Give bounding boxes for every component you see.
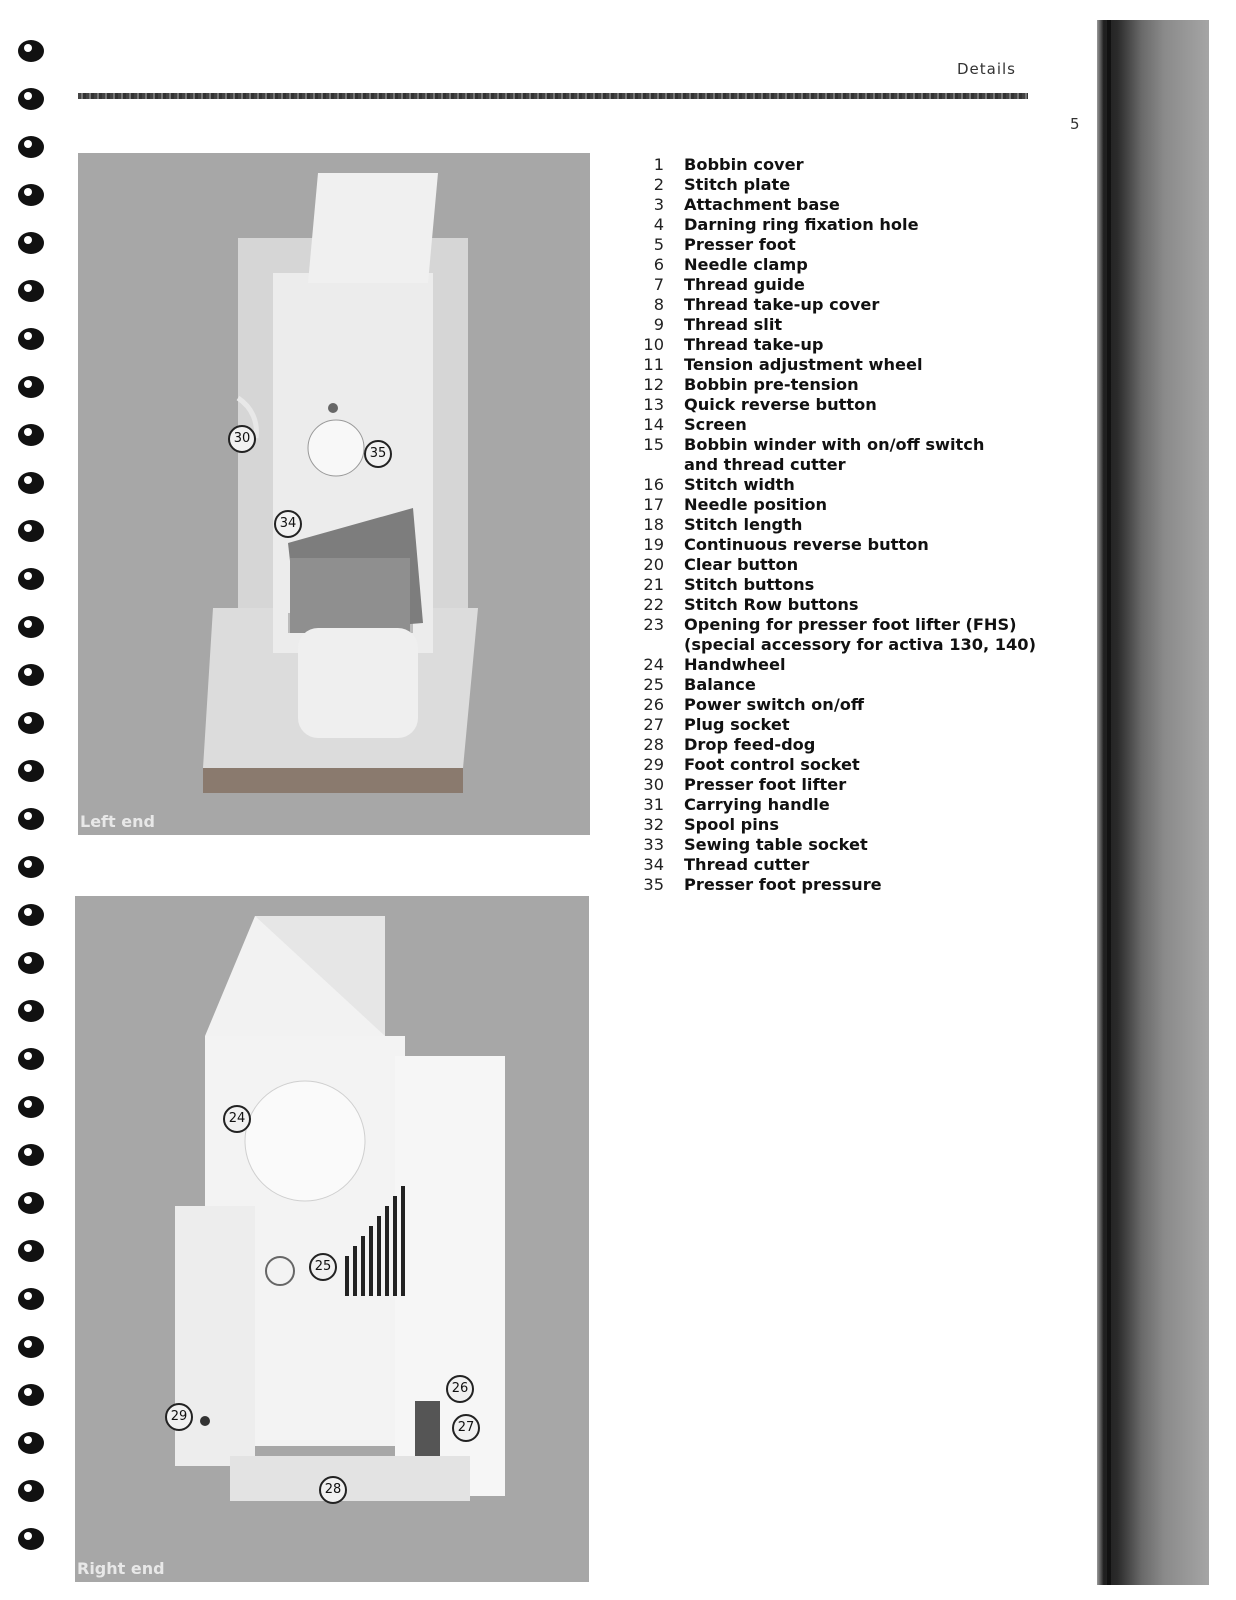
binding-hole (18, 232, 44, 254)
part-row (640, 615, 1070, 655)
callout-35: 35 (364, 440, 392, 468)
part-number: 24 (643, 655, 664, 674)
part-number: 14 (643, 415, 664, 434)
part-row (640, 375, 1070, 395)
part-row (640, 595, 1070, 615)
part-label: Opening for presser foot lifter (FHS) (special accessory for activa 130, 140) (684, 615, 1036, 654)
part-row (640, 875, 1070, 895)
part-row (640, 855, 1070, 875)
callout-34: 34 (274, 510, 302, 538)
part-number: 9 (653, 315, 664, 334)
part-number: 25 (643, 675, 664, 694)
binding-hole (18, 616, 44, 638)
part-row (640, 155, 1070, 175)
binding-hole (18, 664, 44, 686)
part-row (640, 575, 1070, 595)
part-label: Bobbin pre-tension (684, 375, 859, 394)
part-number: 32 (643, 815, 664, 834)
part-row (640, 695, 1070, 715)
part-number: 35 (643, 875, 664, 894)
part-label: Thread guide (684, 275, 805, 294)
part-number: 30 (643, 775, 664, 794)
part-row (640, 815, 1070, 835)
part-number: 5 (653, 235, 664, 254)
photo-caption-right-end: Right end (77, 1559, 165, 1578)
part-label: Needle position (684, 495, 828, 514)
part-row (640, 495, 1070, 515)
binding-hole (18, 376, 44, 398)
part-row (640, 775, 1070, 795)
binding-hole (18, 1240, 44, 1262)
part-row (640, 755, 1070, 775)
part-number: 31 (643, 795, 664, 814)
part-row (640, 275, 1070, 295)
binding-hole (18, 952, 44, 974)
part-label: Thread take-up (684, 335, 824, 354)
binding-hole (18, 904, 44, 926)
binding-hole (18, 1096, 44, 1118)
part-label: Bobbin cover (684, 155, 804, 174)
part-label: Quick reverse button (684, 395, 877, 414)
part-row (640, 835, 1070, 855)
part-number: 12 (643, 375, 664, 394)
part-row (640, 355, 1070, 375)
part-label: Stitch buttons (684, 575, 815, 594)
part-label: Spool pins (684, 815, 779, 834)
part-number: 23 (643, 615, 664, 634)
part-label: Attachment base (684, 195, 840, 214)
page-edge-line (1107, 20, 1111, 1585)
part-label: Darning ring fixation hole (684, 215, 919, 234)
part-label: Drop feed-dog (684, 735, 816, 754)
part-label: Plug socket (684, 715, 790, 734)
binding-hole (18, 280, 44, 302)
binding-hole (18, 424, 44, 446)
part-label: Presser foot lifter (684, 775, 847, 794)
binding-hole (18, 1144, 44, 1166)
part-number: 17 (643, 495, 664, 514)
binding-hole (18, 1336, 44, 1358)
part-number: 1 (653, 155, 664, 174)
binding-hole (18, 328, 44, 350)
binding-hole (18, 520, 44, 542)
part-label: Thread slit (684, 315, 783, 334)
header-rule (78, 93, 1028, 99)
binding-hole (18, 184, 44, 206)
part-label: Balance (684, 675, 756, 694)
photo-left-end (78, 153, 590, 835)
part-number: 27 (643, 715, 664, 734)
callout-30: 30 (228, 425, 256, 453)
page-header-title: Details (956, 60, 1016, 78)
part-label: Stitch plate (684, 175, 791, 194)
part-label: Stitch Row buttons (684, 595, 859, 614)
page-edge-shadow (1097, 20, 1209, 1585)
part-label: Thread cutter (684, 855, 810, 874)
binding-holes (18, 40, 48, 1580)
part-row (640, 235, 1070, 255)
part-number: 21 (643, 575, 664, 594)
binding-hole (18, 568, 44, 590)
binding-hole (18, 712, 44, 734)
part-row (640, 515, 1070, 535)
part-number: 7 (653, 275, 664, 294)
part-number: 33 (643, 835, 664, 854)
part-number: 29 (643, 755, 664, 774)
binding-hole (18, 1480, 44, 1502)
part-label: Stitch length (684, 515, 803, 534)
part-row (640, 255, 1070, 275)
binding-hole (18, 1528, 44, 1550)
binding-hole (18, 1432, 44, 1454)
part-label: Bobbin winder with on/off switch and thread cutter (684, 435, 985, 474)
part-row (640, 315, 1070, 335)
callout-28: 28 (319, 1476, 347, 1504)
part-row (640, 655, 1070, 675)
binding-hole (18, 1288, 44, 1310)
part-number: 11 (643, 355, 664, 374)
part-row (640, 415, 1070, 435)
part-label: Presser foot pressure (684, 875, 882, 894)
part-row (640, 735, 1070, 755)
part-number: 16 (643, 475, 664, 494)
part-label: Tension adjustment wheel (684, 355, 923, 374)
binding-hole (18, 760, 44, 782)
part-label: Carrying handle (684, 795, 830, 814)
part-number: 34 (643, 855, 664, 874)
part-label: Handwheel (684, 655, 786, 674)
part-number: 19 (643, 535, 664, 554)
part-number: 6 (653, 255, 664, 274)
part-number: 20 (643, 555, 664, 574)
binding-hole (18, 1000, 44, 1022)
part-number: 10 (643, 335, 664, 354)
part-row (640, 195, 1070, 215)
photo-caption-left-end: Left end (80, 812, 155, 831)
part-number: 18 (643, 515, 664, 534)
binding-hole (18, 136, 44, 158)
callout-25: 25 (309, 1253, 337, 1281)
photo-right-end (75, 896, 589, 1582)
part-label: Presser foot (684, 235, 796, 254)
part-label: Screen (684, 415, 747, 434)
part-row (640, 175, 1070, 195)
part-number: 8 (653, 295, 664, 314)
part-label: Sewing table socket (684, 835, 868, 854)
callout-24: 24 (223, 1105, 251, 1133)
part-row (640, 715, 1070, 735)
part-number: 26 (643, 695, 664, 714)
part-row (640, 795, 1070, 815)
part-row (640, 675, 1070, 695)
part-number: 15 (643, 435, 664, 454)
part-number: 3 (653, 195, 664, 214)
part-number: 4 (653, 215, 664, 234)
page-number: 5 (1070, 115, 1080, 133)
part-row (640, 395, 1070, 415)
part-number: 13 (643, 395, 664, 414)
part-label: Continuous reverse button (684, 535, 929, 554)
part-number: 22 (643, 595, 664, 614)
part-row (640, 555, 1070, 575)
callout-29: 29 (165, 1403, 193, 1431)
binding-hole (18, 88, 44, 110)
binding-hole (18, 472, 44, 494)
binding-hole (18, 808, 44, 830)
part-number: 2 (653, 175, 664, 194)
part-row (640, 215, 1070, 235)
part-row (640, 335, 1070, 355)
part-number: 28 (643, 735, 664, 754)
binding-hole (18, 856, 44, 878)
parts-list (640, 155, 1070, 895)
binding-hole (18, 40, 44, 62)
part-label: Foot control socket (684, 755, 860, 774)
binding-hole (18, 1384, 44, 1406)
binding-hole (18, 1048, 44, 1070)
part-label: Power switch on/off (684, 695, 864, 714)
part-label: Thread take-up cover (684, 295, 880, 314)
part-label: Clear button (684, 555, 799, 574)
part-label: Stitch width (684, 475, 795, 494)
part-row (640, 295, 1070, 315)
binding-hole (18, 1192, 44, 1214)
callout-26: 26 (446, 1375, 474, 1403)
callout-27: 27 (452, 1414, 480, 1442)
part-row (640, 435, 1070, 475)
machine-left-view-illustration (78, 153, 590, 835)
part-label: Needle clamp (684, 255, 808, 274)
part-row (640, 475, 1070, 495)
part-row (640, 535, 1070, 555)
